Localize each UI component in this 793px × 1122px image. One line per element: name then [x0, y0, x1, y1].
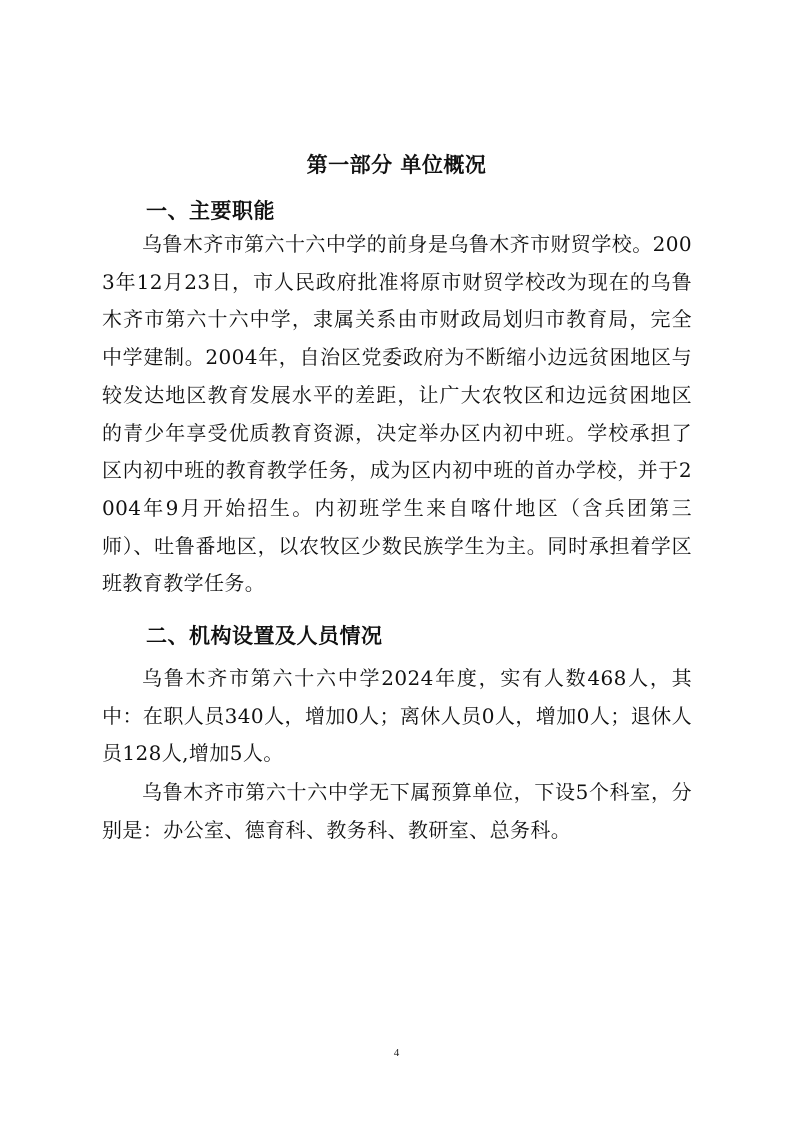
departments-paragraph: 乌鲁木齐市第六十六中学无下属预算单位，下设5个科室，分别是：办公室、德育科、教务科、教研室、总务科。 [102, 780, 692, 842]
page-number: 4 [393, 1047, 400, 1059]
section-heading-organization-staffing: 二、机构设置及人员情况 [146, 624, 383, 648]
section-heading-main-functions: 一、主要职能 [146, 199, 275, 223]
main-functions-paragraph: 乌鲁木齐市第六十六中学的前身是乌鲁木齐市财贸学校。2003年12月23日，市人民政府批准将原市财贸学校改为现在的乌鲁木齐市第六十六中学，隶属关系由市财政局划归市教育局，完全中学建制。2004年，自治区党委政府为不断缩小边远贫困地区与较发达地区教育发展水平的差距，让广大农牧区和边远贫困地区的青少年享受优质教育资源，决定举办区内初中班。学校承担了区内初中班的教育教学任务，成为区内初中班的首办学校，并于2004年9月开始招生。内初班学生来自喀什地区（含兵团第三师）、吐鲁番地区，以农牧区少数民族学生为主。同时承担着学区班教育教学任务。 [102, 232, 692, 596]
page-title: 第一部分 单位概况 [306, 153, 487, 177]
staffing-paragraph: 乌鲁木齐市第六十六中学2024年度，实有人数468人，其中：在职人员340人，增加0人；离休人员0人，增加0人；退休人员128人,增加5人。 [102, 666, 692, 766]
